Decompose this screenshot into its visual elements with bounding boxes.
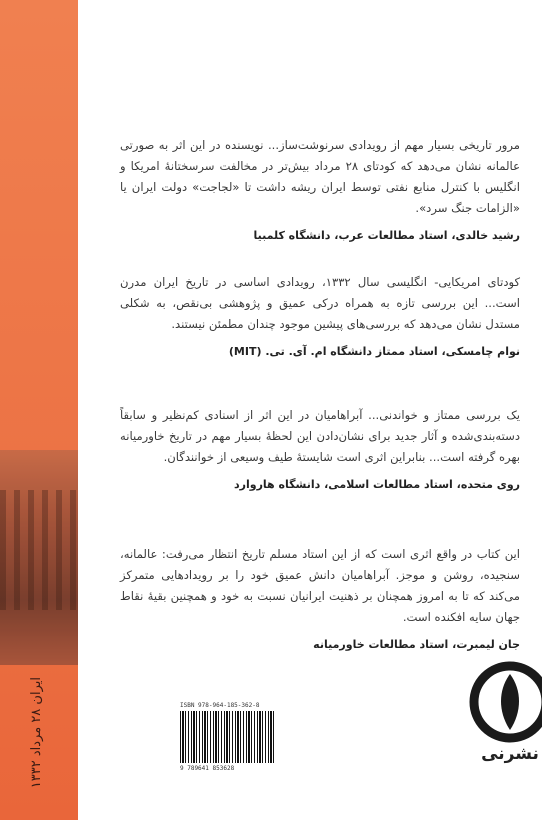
spine-title: ایران ۲۸ مرداد ۱۳۳۲ xyxy=(28,676,44,789)
spine-photo xyxy=(0,450,78,665)
review-4 xyxy=(120,544,520,655)
review-author: رشید خالدی، استاد مطالعات عرب، دانشگاه کلمبیا xyxy=(253,229,520,242)
review-3 xyxy=(120,405,520,495)
review-text: این کتاب در واقع اثری است که از این استاد مسلم تاریخ انتظار می‌رفت: عالمانه، سنجیده، روشن و موجز. آبراهامیان دانش عمیق خود را بر رویدادهایی متمرکز می‌کند که تا به امروز همچنان بر ذهنیت ایرانیان نسبت به خود و همچنین بقیهٔ نقاط جهان سایه افکنده است. xyxy=(120,547,520,624)
publisher-name: نشرنی xyxy=(481,744,539,764)
isbn-label: ISBN 978-964-185-362-8 xyxy=(180,702,260,709)
review-1 xyxy=(120,135,520,246)
review-author: نوام چامسکی، استاد ممتاز دانشگاه ام. آی. تی. (MIT) xyxy=(228,345,520,358)
book-spine xyxy=(0,0,78,820)
review-text: کودتای امریکایی- انگلیسی سال ۱۳۳۲، رویدادی اساسی در تاریخ ایران مدرن است... این بررسی تازه به همراه درکی عمیق و پژوهشی بی‌نقص، به شکلی مستدل نشان می‌دهد که بررسی‌های پیشین موجود چندان مطمئن نیستند. xyxy=(120,275,520,331)
isbn-barcode xyxy=(180,702,280,774)
review-author: روی متحده، استاد مطالعات اسلامی، دانشگاه هاروارد xyxy=(233,478,520,491)
publisher-logo xyxy=(462,660,542,770)
nashr-ney-logo-icon xyxy=(462,660,542,744)
back-cover xyxy=(78,0,542,820)
review-2 xyxy=(120,272,520,362)
review-text: یک بررسی ممتاز و خواندنی... آبراهامیان در این اثر از اسنادی کم‌نظیر و سابقاً دسته‌بندی‌شده و آثار جدید برای نشان‌دادن این لحظهٔ بسیار مهم در تاریخ خاورمیانه بهره گرفته است... بنابراین اثری است شایستهٔ طیف وسیعی از خوانندگان. xyxy=(120,408,520,464)
barcode-digits: 9 789641 853628 xyxy=(180,765,235,772)
barcode-bars xyxy=(180,711,276,763)
review-author: جان لیمبرت، استاد مطالعات خاورمیانه xyxy=(313,638,520,651)
review-text: مرور تاریخی بسیار مهم از رویدادی سرنوشت‌ساز... نویسنده در این اثر به صورتی عالمانه نشان می‌دهد که کودتای ۲۸ مرداد بیش‌تر در مخالفت سرسختانهٔ امریکا و انگلیس با کنترل منابع نفتی توسط ایران ریشه داشت تا «لجاجت» دولت ایران یا «الزامات جنگ سرد». xyxy=(120,138,520,215)
